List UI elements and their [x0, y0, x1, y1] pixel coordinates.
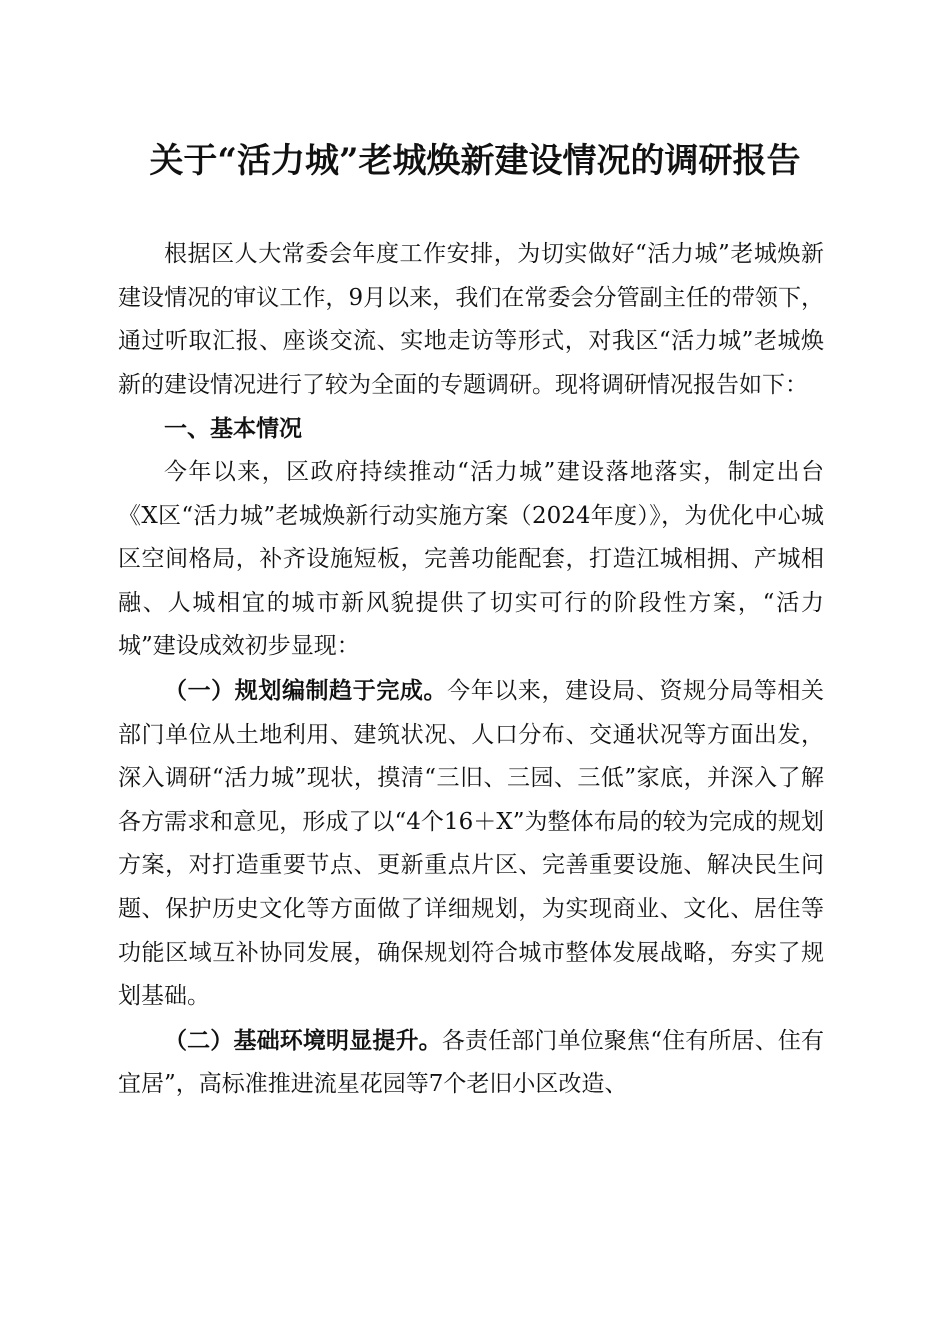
document-title: 关于“活力城”老城焕新建设情况的调研报告 — [149, 141, 801, 181]
section-heading-basic-situation: 一、基本情况 — [164, 415, 302, 443]
item-environment-lead: （二）基础环境明显提升。 — [164, 1026, 442, 1054]
intro-paragraph: 根据区人大常委会年度工作安排，为切实做好“活力城”老城焕新建设情况的审议工作，9月以来，我们在常委会分管副主任的带领下，通过听取汇报、座谈交流、实地走访等形式，对我区“活力城”老城焕新的建设情况进行了较为全面的专题调研。现将调研情况报告如下： — [118, 241, 824, 398]
item-planning-paragraph — [118, 669, 824, 1019]
overview-paragraph: 今年以来，区政府持续推动“活力城”建设落地落实，制定出台《X区“活力城”老城焕新行动实施方案（2024年度）》，为优化中心城区空间格局，补齐设施短板，完善功能配套，打造江城相拥、产城相融、人城相宜的城市新风貌提供了切实可行的阶段性方案，“活力城”建设成效初步显现： — [118, 458, 824, 660]
document-body — [118, 233, 824, 1107]
item-planning-text: 今年以来，建设局、资规分局等相关部门单位从土地利用、建筑状况、人口分布、交通状况等方面出发，深入调研“活力城”现状，摸清“三旧、三园、三低”家底，并深入了解各方需求和意见，形成了以“4个16＋X”为整体布局的较为完成的规划方案，对打造重要节点、更新重点片区、完善重要设施、解决民生问题、保护历史文化等方面做了详细规划，为实现商业、文化、居住等功能区域互补协同发展，确保规划符合城市整体发展战略，夯实了规划基础。 — [118, 677, 825, 1010]
item-planning-lead: （一）规划编制趋于完成。 — [164, 676, 448, 704]
item-environment-text: 各责任部门单位聚焦“住有所居、住有宜居”，高标准推进流星花园等7个老旧小区改造、 — [118, 1027, 825, 1098]
item-environment-paragraph — [118, 1019, 824, 1107]
